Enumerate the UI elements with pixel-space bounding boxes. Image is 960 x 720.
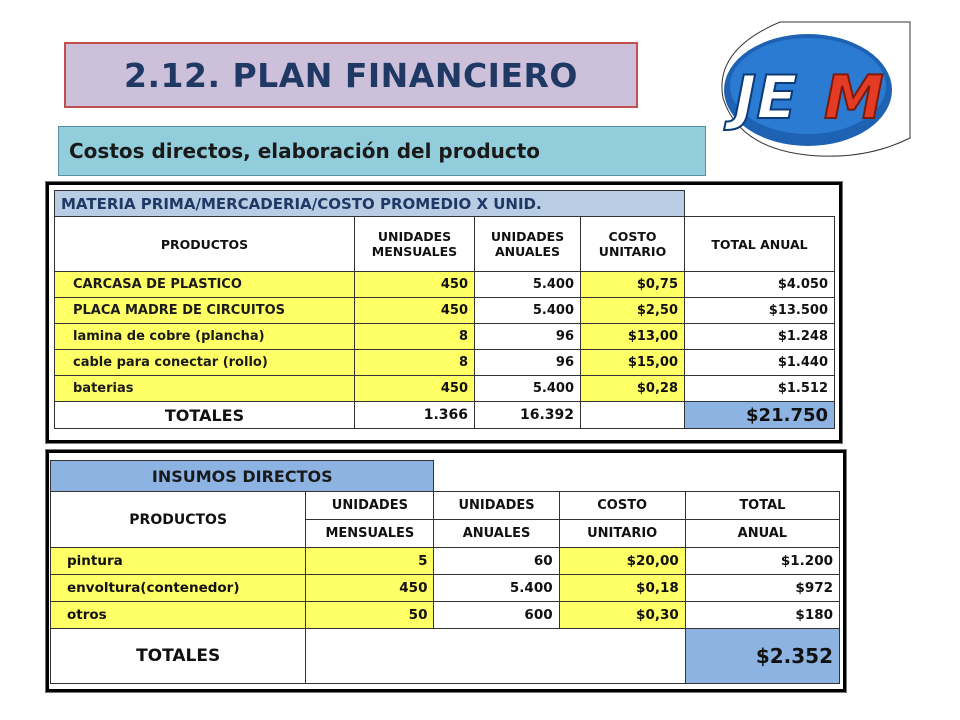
table-column-header-row <box>51 492 840 520</box>
cell-total: $1.440 <box>685 350 835 376</box>
column-header-unidades-anuales: UNIDADES ANUALES <box>475 217 581 272</box>
cell-anuales: 5.400 <box>475 298 581 324</box>
cell-total: $1.248 <box>685 324 835 350</box>
insumos-directos-table-frame <box>46 450 846 692</box>
totals-grand-total: $21.750 <box>685 402 835 429</box>
column-header-unidades-1: UNIDADES <box>306 492 434 520</box>
cell-anuales: 600 <box>434 602 559 629</box>
cell-total: $972 <box>685 575 839 602</box>
column-header-costo: COSTO <box>559 492 685 520</box>
cell-total: $1.200 <box>685 548 839 575</box>
cell-mensuales: 450 <box>355 272 475 298</box>
cell-producto: otros <box>51 602 306 629</box>
cell-producto: pintura <box>51 548 306 575</box>
materia-prima-table-frame <box>46 182 842 443</box>
cell-producto: envoltura(contenedor) <box>51 575 306 602</box>
cell-costo: $13,00 <box>581 324 685 350</box>
cell-total: $1.512 <box>685 376 835 402</box>
cell-costo: $2,50 <box>581 298 685 324</box>
section-subtitle: Costos directos, elaboración del producto <box>69 139 541 163</box>
cell-mensuales: 50 <box>306 602 434 629</box>
cell-total: $4.050 <box>685 272 835 298</box>
cell-producto: lamina de cobre (plancha) <box>55 324 355 350</box>
cell-producto: CARCASA DE PLASTICO <box>55 272 355 298</box>
cell-total: $13.500 <box>685 298 835 324</box>
jem-logo <box>720 20 912 158</box>
cell-anuales: 96 <box>475 324 581 350</box>
cell-mensuales: 5 <box>306 548 434 575</box>
svg-text:M: M <box>824 63 884 133</box>
cell-mensuales: 450 <box>306 575 434 602</box>
column-header-unidades-2: UNIDADES <box>434 492 559 520</box>
cell-mensuales: 8 <box>355 324 475 350</box>
totals-label: TOTALES <box>51 629 306 684</box>
totals-label: TOTALES <box>55 402 355 429</box>
cell-costo: $20,00 <box>559 548 685 575</box>
column-header-productos: PRODUCTOS <box>51 492 306 548</box>
totals-row <box>55 402 835 429</box>
column-header-productos: PRODUCTOS <box>55 217 355 272</box>
column-header-anuales: ANUALES <box>434 520 559 548</box>
section-subtitle-box <box>58 126 706 176</box>
cell-costo: $0,75 <box>581 272 685 298</box>
cell-mensuales: 8 <box>355 350 475 376</box>
cell-anuales: 96 <box>475 350 581 376</box>
cell-anuales: 60 <box>434 548 559 575</box>
column-header-unitario: UNITARIO <box>559 520 685 548</box>
column-header-unidades-mensuales: UNIDADES MENSUALES <box>355 217 475 272</box>
table-row <box>51 602 840 629</box>
totals-anuales: 16.392 <box>475 402 581 429</box>
totals-grand-total: $2.352 <box>685 629 839 684</box>
table-heading-row <box>51 461 840 492</box>
cell-anuales: 5.400 <box>434 575 559 602</box>
materia-prima-table <box>54 190 835 429</box>
cell-costo: $0,28 <box>581 376 685 402</box>
table-heading: MATERIA PRIMA/MERCADERIA/COSTO PROMEDIO X UNID. <box>55 191 685 217</box>
column-header-total-anual: TOTAL ANUAL <box>685 217 835 272</box>
column-header-anual: ANUAL <box>685 520 839 548</box>
table-row <box>55 350 835 376</box>
cell-costo: $15,00 <box>581 350 685 376</box>
cell-costo: $0,30 <box>559 602 685 629</box>
table-row <box>55 324 835 350</box>
table-heading-row <box>55 191 835 217</box>
cell-total: $180 <box>685 602 839 629</box>
svg-text:JE: JE <box>734 63 798 133</box>
page-title: 2.12. PLAN FINANCIERO <box>124 55 578 95</box>
totals-mensuales: 1.366 <box>355 402 475 429</box>
cell-producto: baterias <box>55 376 355 402</box>
table-row <box>55 272 835 298</box>
table-row <box>55 376 835 402</box>
insumos-directos-table <box>50 460 840 684</box>
table-heading: INSUMOS DIRECTOS <box>51 461 434 492</box>
column-header-total: TOTAL <box>685 492 839 520</box>
cell-anuales: 5.400 <box>475 272 581 298</box>
table-row <box>51 575 840 602</box>
cell-mensuales: 450 <box>355 298 475 324</box>
page-title-box <box>64 42 638 108</box>
cell-producto: cable para conectar (rollo) <box>55 350 355 376</box>
cell-costo: $0,18 <box>559 575 685 602</box>
cell-anuales: 5.400 <box>475 376 581 402</box>
table-row <box>51 548 840 575</box>
cell-producto: PLACA MADRE DE CIRCUITOS <box>55 298 355 324</box>
totals-row <box>51 629 840 684</box>
column-header-mensuales: MENSUALES <box>306 520 434 548</box>
cell-mensuales: 450 <box>355 376 475 402</box>
table-column-header-row <box>55 217 835 272</box>
column-header-costo-unitario: COSTO UNITARIO <box>581 217 685 272</box>
table-row <box>55 298 835 324</box>
